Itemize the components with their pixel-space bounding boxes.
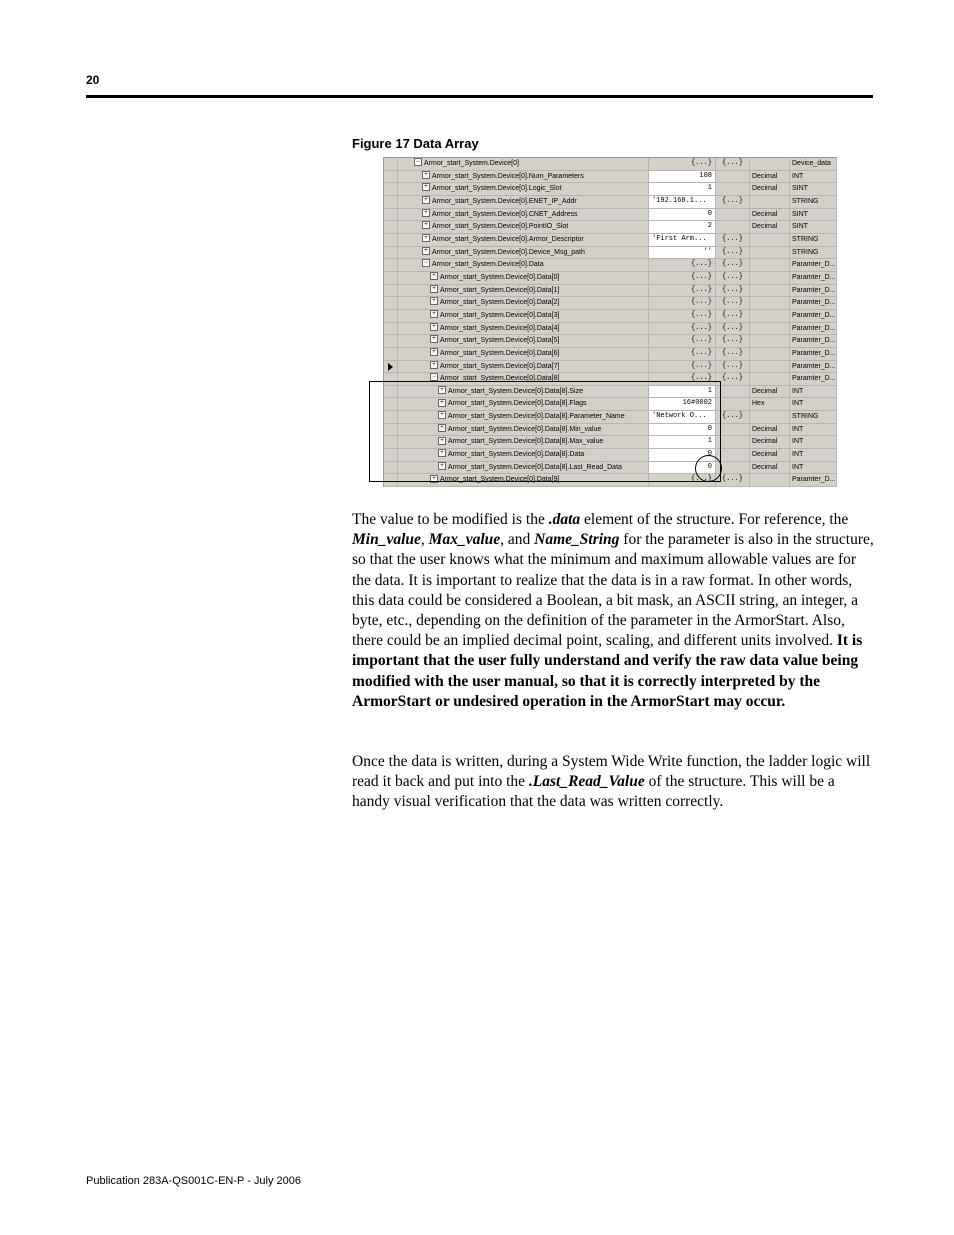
tag-name: Armor_start_System.Device[0].ENET_IP_Addr	[432, 197, 577, 205]
tag-name-cell[interactable]	[398, 247, 649, 260]
tag-name-cell[interactable]	[398, 183, 649, 196]
data-type-cell[interactable]: Paramter_D...	[790, 297, 837, 310]
expand-icon[interactable]: +	[430, 272, 438, 280]
collapse-icon[interactable]: −	[414, 158, 422, 166]
value-cell[interactable]: {...}	[649, 285, 716, 298]
expand-icon[interactable]: +	[430, 348, 438, 356]
value-browse-button	[716, 221, 750, 234]
value-cell[interactable]: {...}	[649, 272, 716, 285]
style-cell[interactable]: Decimal	[750, 386, 790, 399]
value-cell[interactable]: 1	[649, 183, 716, 196]
tag-grid[interactable]	[383, 157, 837, 487]
row-selector[interactable]	[384, 424, 398, 437]
data-type-cell[interactable]: Device_data	[790, 158, 837, 171]
style-cell[interactable]	[750, 158, 790, 171]
data-type-cell[interactable]: INT	[790, 462, 837, 475]
tag-name-cell[interactable]	[398, 234, 649, 247]
data-type-cell[interactable]: Paramter_D...	[790, 310, 837, 323]
data-type-cell[interactable]: INT	[790, 436, 837, 449]
value-cell[interactable]: {...}	[649, 323, 716, 336]
row-selector[interactable]	[384, 209, 398, 222]
data-type-cell[interactable]: SINT	[790, 183, 837, 196]
grid-row[interactable]	[384, 310, 837, 323]
grid-row[interactable]	[384, 272, 837, 285]
style-cell[interactable]	[750, 361, 790, 374]
tag-name: Armor_start_System.Device[0].Data[3]	[440, 311, 560, 319]
grid-row[interactable]	[384, 424, 837, 437]
row-selector[interactable]	[384, 323, 398, 336]
style-cell[interactable]	[750, 310, 790, 323]
data-type-cell[interactable]: Paramter_D...	[790, 361, 837, 374]
tag-name-cell[interactable]	[398, 348, 649, 361]
tag-name: Armor_start_System.Device[0].Data[8].Size	[448, 387, 583, 395]
value-browse-button[interactable]: {...}	[716, 310, 750, 323]
expand-icon[interactable]: +	[438, 411, 446, 419]
tag-name: Armor_start_System.Device[0].PointIO_Slot	[432, 223, 569, 231]
value-browse-button[interactable]: {...}	[716, 196, 750, 209]
grid-row[interactable]	[384, 411, 837, 424]
value-browse-button[interactable]: {...}	[716, 234, 750, 247]
row-selector[interactable]	[384, 474, 398, 487]
style-cell[interactable]	[750, 272, 790, 285]
tag-name-cell[interactable]	[398, 171, 649, 184]
style-cell[interactable]: Decimal	[750, 449, 790, 462]
row-selector[interactable]	[384, 436, 398, 449]
style-cell[interactable]	[750, 196, 790, 209]
value-cell[interactable]: {...}	[649, 335, 716, 348]
body-paragraph-2: Once the data is written, during a System Wide Write function, the ladder logic will read it back and put into the .Last_Read_Value of the structure. This will be a handy visual verification that the data was written correctly.	[352, 753, 871, 811]
tag-name-cell[interactable]	[398, 436, 649, 449]
data-type-cell[interactable]: Paramter_D...	[790, 373, 837, 386]
row-selector[interactable]	[384, 297, 398, 310]
value-cell[interactable]: {...}	[649, 259, 716, 272]
tag-name: Armor_start_System.Device[0].Device_Msg_path	[432, 248, 585, 256]
expand-icon[interactable]: +	[430, 323, 438, 331]
value-cell[interactable]: {...}	[649, 474, 716, 487]
tag-name: Armor_start_System.Device[0].Data	[432, 261, 544, 269]
style-cell[interactable]: Decimal	[750, 462, 790, 475]
row-selector[interactable]	[384, 171, 398, 184]
value-browse-button[interactable]: {...}	[716, 285, 750, 298]
tag-name-cell[interactable]	[398, 310, 649, 323]
value-cell[interactable]: 108	[649, 171, 716, 184]
expand-icon[interactable]: +	[422, 247, 430, 255]
grid-row[interactable]	[384, 474, 837, 487]
tag-name: Armor_start_System.Device[0].Data[0]	[440, 273, 560, 281]
tag-name-cell[interactable]	[398, 285, 649, 298]
row-selector[interactable]	[384, 285, 398, 298]
value-browse-button	[716, 386, 750, 399]
tag-name: Armor_start_System.Device[0].Data[8].Last_Read_Data	[448, 463, 622, 471]
value-cell[interactable]: {...}	[649, 361, 716, 374]
row-selector[interactable]	[384, 462, 398, 475]
tag-name-cell[interactable]	[398, 398, 649, 411]
tag-name-cell[interactable]	[398, 411, 649, 424]
tag-name: Armor_start_System.Device[0].Data[8].Parameter_Name	[448, 413, 625, 421]
style-cell[interactable]: Decimal	[750, 221, 790, 234]
expand-icon[interactable]: +	[438, 437, 446, 445]
value-cell[interactable]: ''	[649, 247, 716, 260]
grid-row[interactable]	[384, 196, 837, 209]
value-cell[interactable]: 0	[649, 424, 716, 437]
style-cell[interactable]: Decimal	[750, 436, 790, 449]
style-cell[interactable]	[750, 323, 790, 336]
grid-row[interactable]	[384, 285, 837, 298]
row-selector[interactable]	[384, 158, 398, 171]
row-selector[interactable]	[384, 411, 398, 424]
style-cell[interactable]	[750, 348, 790, 361]
expand-icon[interactable]: +	[422, 209, 430, 217]
data-type-cell[interactable]: STRING	[790, 196, 837, 209]
grid-row[interactable]	[384, 436, 837, 449]
value-browse-button	[716, 183, 750, 196]
grid-row[interactable]	[384, 323, 837, 336]
tag-name: Armor_start_System.Device[0].Data[8]	[440, 375, 560, 383]
row-selector[interactable]	[384, 221, 398, 234]
grid-row[interactable]	[384, 348, 837, 361]
tag-name: Armor_start_System.Device[0].Data[8].Min_value	[448, 425, 602, 433]
tag-name: Armor_start_System.Device[0].Data[1]	[440, 286, 560, 294]
value-cell[interactable]: {...}	[649, 297, 716, 310]
style-cell[interactable]	[750, 285, 790, 298]
style-cell[interactable]: Decimal	[750, 424, 790, 437]
value-browse-button[interactable]: {...}	[716, 335, 750, 348]
value-cell[interactable]: {...}	[649, 310, 716, 323]
value-cell[interactable]: 0	[649, 462, 716, 475]
style-cell[interactable]: Hex	[750, 398, 790, 411]
value-browse-button	[716, 209, 750, 222]
tag-name-cell[interactable]	[398, 462, 649, 475]
expand-icon[interactable]: +	[430, 297, 438, 305]
tag-name: Armor_start_System.Device[0].Data[8].Max_value	[448, 438, 604, 446]
value-cell[interactable]: 0	[649, 449, 716, 462]
tag-name-cell[interactable]	[398, 449, 649, 462]
tag-name: Armor_start_System.Device[0].Data[4]	[440, 324, 560, 332]
row-selector[interactable]	[384, 183, 398, 196]
expand-icon[interactable]: +	[422, 221, 430, 229]
style-cell[interactable]	[750, 373, 790, 386]
value-browse-button	[716, 462, 750, 475]
figure-caption: Figure 17 Data Array	[352, 136, 479, 151]
tag-name-cell[interactable]	[398, 196, 649, 209]
grid-row[interactable]	[384, 183, 837, 196]
data-type-cell[interactable]: Paramter_D...	[790, 285, 837, 298]
grid-row[interactable]	[384, 361, 837, 374]
value-cell[interactable]: {...}	[649, 348, 716, 361]
tag-name: Armor_start_System.Device[0].Data[6]	[440, 349, 560, 357]
header-rule	[86, 95, 873, 98]
tag-name: Armor_start_System.Device[0].Num_Parameters	[432, 172, 584, 180]
expand-icon[interactable]: +	[438, 386, 446, 394]
value-browse-button[interactable]: {...}	[716, 259, 750, 272]
grid-row[interactable]	[384, 259, 837, 272]
value-cell[interactable]: 0	[649, 209, 716, 222]
grid-row[interactable]	[384, 398, 837, 411]
style-cell[interactable]: Decimal	[750, 209, 790, 222]
expand-icon[interactable]: +	[422, 171, 430, 179]
tag-name-cell[interactable]	[398, 209, 649, 222]
data-type-cell[interactable]: Paramter_D...	[790, 323, 837, 336]
tag-name: Armor_start_System.Device[0].Data[9]	[440, 476, 560, 484]
expand-icon[interactable]: +	[430, 361, 438, 369]
expand-icon[interactable]: +	[438, 399, 446, 407]
style-cell[interactable]	[750, 297, 790, 310]
tag-name: Armor_start_System.Device[0].Armor_Descriptor	[432, 235, 584, 243]
tag-name: Armor_start_System.Device[0]	[424, 160, 519, 167]
tag-name-cell[interactable]	[398, 361, 649, 374]
expand-icon[interactable]: +	[422, 234, 430, 242]
data-type-cell[interactable]: STRING	[790, 411, 837, 424]
data-type-cell[interactable]: INT	[790, 424, 837, 437]
grid-row[interactable]	[384, 234, 837, 247]
style-cell[interactable]	[750, 474, 790, 487]
value-browse-button[interactable]: {...}	[716, 348, 750, 361]
data-type-cell[interactable]: Paramter_D...	[790, 335, 837, 348]
value-browse-button	[716, 171, 750, 184]
row-selector[interactable]	[384, 373, 398, 386]
data-type-cell[interactable]: INT	[790, 449, 837, 462]
tag-name-cell[interactable]	[398, 259, 649, 272]
style-cell[interactable]	[750, 247, 790, 260]
grid-row[interactable]	[384, 171, 837, 184]
style-cell[interactable]	[750, 234, 790, 247]
expand-icon[interactable]: +	[438, 462, 446, 470]
value-browse-button	[716, 449, 750, 462]
data-type-cell[interactable]: Paramter_D...	[790, 259, 837, 272]
tag-name: Armor_start_System.Device[0].CNET_Address	[432, 210, 578, 218]
grid-row[interactable]	[384, 221, 837, 234]
expand-icon[interactable]: +	[422, 196, 430, 204]
collapse-icon[interactable]: −	[430, 373, 438, 381]
tag-name: Armor_start_System.Device[0].Data[8].Data	[448, 451, 585, 459]
tag-name-cell[interactable]	[398, 323, 649, 336]
grid-row[interactable]	[384, 386, 837, 399]
style-cell[interactable]	[750, 335, 790, 348]
row-selector[interactable]	[384, 196, 398, 209]
tag-name-cell[interactable]	[398, 386, 649, 399]
value-browse-button[interactable]: {...}	[716, 361, 750, 374]
collapse-icon[interactable]: −	[422, 259, 430, 267]
style-cell[interactable]: Decimal	[750, 171, 790, 184]
value-cell[interactable]: {...}	[649, 158, 716, 171]
value-browse-button[interactable]: {...}	[716, 323, 750, 336]
row-selector[interactable]	[384, 449, 398, 462]
value-cell[interactable]: 'Network O...	[649, 411, 716, 424]
grid-row[interactable]	[384, 462, 837, 475]
footer-publication: Publication 283A-QS001C-EN-P - July 2006	[86, 1175, 302, 1187]
row-selector[interactable]	[384, 398, 398, 411]
value-browse-button[interactable]: {...}	[716, 474, 750, 487]
data-type-cell[interactable]: STRING	[790, 247, 837, 260]
tag-name-cell[interactable]	[398, 474, 649, 487]
value-browse-button	[716, 424, 750, 437]
row-selector[interactable]	[384, 234, 398, 247]
grid-row[interactable]	[384, 373, 837, 386]
expand-icon[interactable]: +	[430, 310, 438, 318]
row-selector[interactable]	[384, 247, 398, 260]
grid-row[interactable]	[384, 297, 837, 310]
value-browse-button[interactable]: {...}	[716, 297, 750, 310]
grid-row[interactable]	[384, 449, 837, 462]
row-selector[interactable]	[384, 335, 398, 348]
tag-name-cell[interactable]	[398, 424, 649, 437]
tag-name-cell[interactable]	[398, 221, 649, 234]
row-selector[interactable]	[384, 348, 398, 361]
row-selector[interactable]	[384, 272, 398, 285]
expand-icon[interactable]: +	[422, 183, 430, 191]
value-browse-button	[716, 398, 750, 411]
tag-name: Armor_start_System.Device[0].Data[2]	[440, 299, 560, 307]
grid-row[interactable]	[384, 247, 837, 260]
data-type-cell[interactable]: SINT	[790, 209, 837, 222]
value-cell[interactable]: 2	[649, 221, 716, 234]
value-cell[interactable]: 'First Arm...	[649, 234, 716, 247]
expand-icon[interactable]: +	[430, 335, 438, 343]
value-browse-button	[716, 436, 750, 449]
value-cell[interactable]: 1	[649, 436, 716, 449]
tag-name-cell[interactable]	[398, 158, 649, 171]
value-browse-button[interactable]: {...}	[716, 411, 750, 424]
data-type-cell[interactable]: STRING	[790, 234, 837, 247]
tag-name: Armor_start_System.Device[0].Data[5]	[440, 337, 560, 345]
data-type-cell[interactable]: Paramter_D...	[790, 348, 837, 361]
value-cell[interactable]: 16#0002	[649, 398, 716, 411]
value-browse-button[interactable]: {...}	[716, 373, 750, 386]
value-browse-button[interactable]: {...}	[716, 272, 750, 285]
data-type-cell[interactable]: Paramter_D...	[790, 474, 837, 487]
tag-name: Armor_start_System.Device[0].Logic_Slot	[432, 185, 562, 193]
data-type-cell[interactable]: INT	[790, 386, 837, 399]
tag-name-cell[interactable]	[398, 272, 649, 285]
data-type-cell[interactable]: Paramter_D...	[790, 272, 837, 285]
expand-icon[interactable]: +	[438, 449, 446, 457]
tag-name-cell[interactable]	[398, 373, 649, 386]
row-selector[interactable]	[384, 259, 398, 272]
row-selector[interactable]	[384, 386, 398, 399]
tag-name-cell[interactable]	[398, 297, 649, 310]
value-browse-button[interactable]: {...}	[716, 158, 750, 171]
expand-icon[interactable]: +	[430, 475, 438, 483]
value-browse-button[interactable]: {...}	[716, 247, 750, 260]
style-cell[interactable]	[750, 411, 790, 424]
value-cell[interactable]: '192.168.1...	[649, 196, 716, 209]
tag-name: Armor_start_System.Device[0].Data[7]	[440, 362, 560, 370]
style-cell[interactable]: Decimal	[750, 183, 790, 196]
data-type-cell[interactable]: INT	[790, 171, 837, 184]
tag-name: Armor_start_System.Device[0].Data[8].Flags	[448, 400, 587, 408]
value-cell[interactable]: {...}	[649, 373, 716, 386]
tag-name-cell[interactable]	[398, 335, 649, 348]
value-cell[interactable]: 1	[649, 386, 716, 399]
row-selector[interactable]	[384, 361, 398, 374]
page-number: 20	[86, 73, 100, 87]
data-type-cell[interactable]: INT	[790, 398, 837, 411]
body-paragraph-1: The value to be modified is the .data element of the structure. For reference, the Min_value, Max_value, and Name_String for the parameter is also in the structure, so that the user knows what the minimum and maximum allowable values are for the data. It is important to realize that the data is in a raw format. In other words, this data could be considered a Boolean, a bit mask, an ASCII string, an integer, a byte, etc., depending on the definition of the parameter in the ArmorStart. Also, there could be an implied decimal point, scaling, and different units involved. It is important that the user fully understand and verify the raw data value being modified with the user manual, so that it is correctly interpreted by the ArmorStart or undesired operation in the ArmorStart may occur.	[352, 511, 874, 710]
row-selector[interactable]	[384, 310, 398, 323]
grid-row[interactable]	[384, 158, 837, 171]
grid-row[interactable]	[384, 335, 837, 348]
style-cell[interactable]	[750, 259, 790, 272]
expand-icon[interactable]: +	[430, 285, 438, 293]
expand-icon[interactable]: +	[438, 424, 446, 432]
data-type-cell[interactable]: SINT	[790, 221, 837, 234]
grid-row[interactable]	[384, 209, 837, 222]
